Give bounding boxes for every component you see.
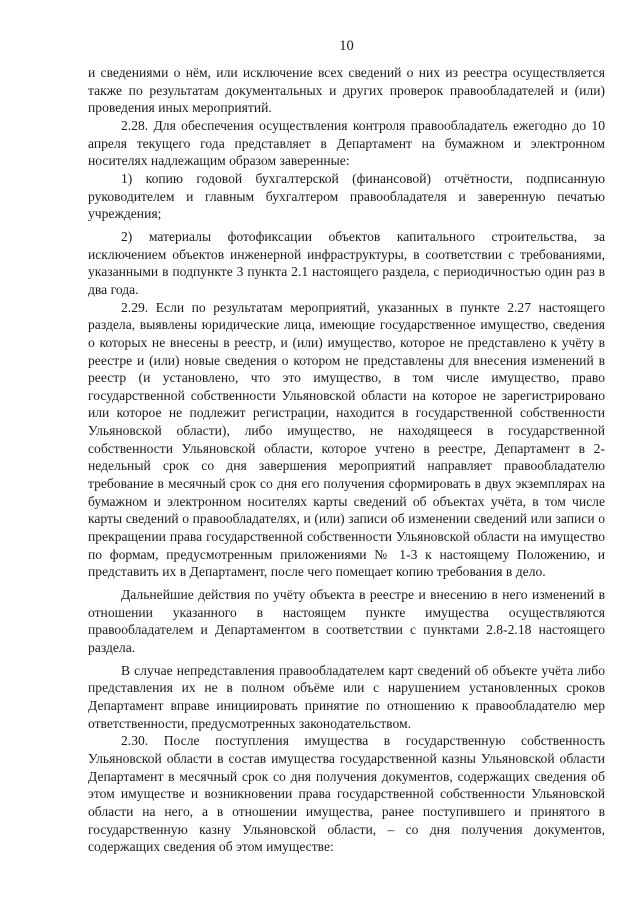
- paragraph-continuation: и сведениями о нём, или исключение всех сведений о них из реестра осуществляется также по результатам документальных и других проверок правообладателей и (или) проведения иных мероприятий.: [88, 65, 605, 116]
- paragraph-2-29: 2.29. Если по результатам мероприятий, указанных в пункте 2.27 настоящего раздела, выявлены юридические лица, имеющие государственное имущество, сведения о которых не внесены в реестр, и (или) имущество, которое не представлено к учёту в реестре и (или) новые сведения о котором не представлены для внесения изменений в реестр (и установлено, что это имущество, в том числе имущество, право государственной собственности Ульяновской области на которое не зарегистрировано или которое не подлежит регистрации, находится в государственной собственности Ульяновской области), либо имущество, не находящееся в государственной собственности Ульяновской области, которое учтено в реестре, Департамент в 2-недельный срок со дня завершения мероприятий направляет правообладателю требование в месячный срок со дня его получения сформировать в двух экземплярах на бумажном и электронном носителях карты сведений об объектах учёта, в том числе карты сведений о правообладателях, и (или) записи об изменении сведений или записи о прекращении права государственной собственности Ульяновской области на имущество по формам, предусмотренным приложениями № 1-3 к настоящему Положению, и представить их в Департамент, после чего помещает копию требования в дело.: [88, 299, 605, 580]
- paragraph-item-1: 1) копию годовой бухгалтерской (финансовой) отчётности, подписанную руководителем и главным бухгалтером правообладателя и заверенную печатью учреждения;: [88, 170, 605, 222]
- paragraph-further-actions: Дальнейшие действия по учёту объекта в реестре и внесению в него изменений в отношении указанного в настоящем пункте имущества осуществляются правообладателем и Департаментом в соответствии с пунктами 2.8-2.18 настоящего раздела.: [88, 587, 605, 655]
- document-body: [88, 64, 605, 856]
- paragraph-non-submission: В случае непредставления правообладателем карт сведений об объекте учёта либо представления их не в полном объёме или с нарушением установленных сроков Департамент вправе инициировать принятие по отношению к правообладателю мер ответственности, предусмотренных законодательством.: [88, 662, 605, 731]
- paragraph-item-2: 2) материалы фотофиксации объектов капитального строительства, за исключением объектов инженерной инфраструктуры, в соответствии с требованиями, указанными в подпункте 3 пункта 2.1 настоящего раздела, с периодичностью один раз в два года.: [88, 228, 605, 297]
- paragraph-2-28: 2.28. Для обеспечения осуществления контроля правообладатель ежегодно до 10 апреля текущего года представляет в Департамент на бумажном и электронном носителях надлежащим образом заверенные:: [88, 117, 605, 169]
- page-number: 10: [339, 38, 354, 54]
- paragraph-2-30: 2.30. После поступления имущества в государственную собственность Ульяновской области в состав имущества государственной казны Ульяновской области Департамент в месячный срок со дня получения документов, содержащих сведения об этом имуществе и возникновении права государственной собственности Ульяновской области на него, а в отношении имущества, ранее поступившего и принятого в государственную казну Ульяновской области, – со дня получения документов, содержащих сведения об этом имуществе:: [88, 733, 605, 855]
